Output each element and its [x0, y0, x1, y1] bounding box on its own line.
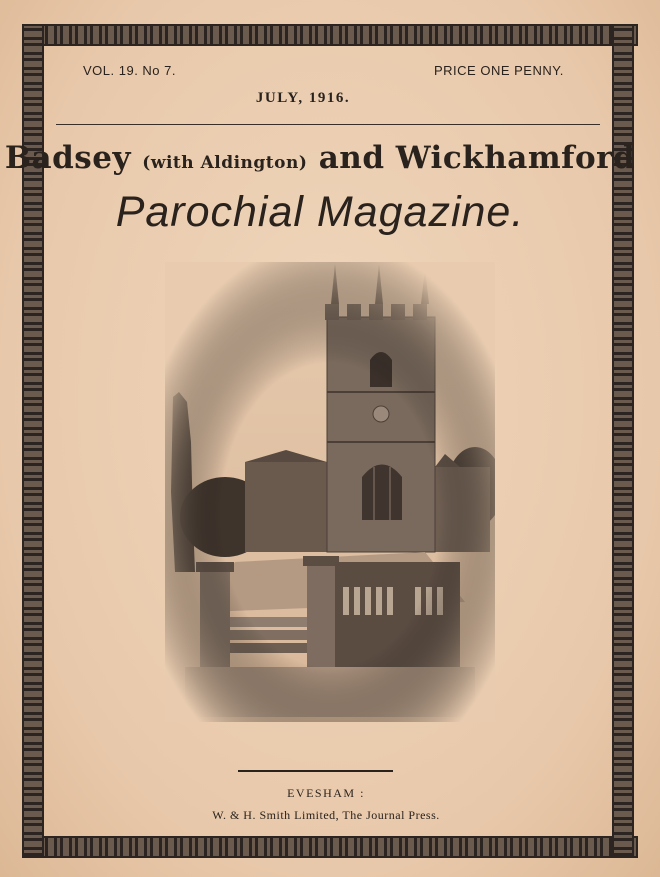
volume-number: VOL. 19. No 7.: [83, 63, 176, 78]
publication-place: EVESHAM :: [287, 786, 365, 800]
title-badsey: Badsey: [4, 140, 143, 176]
title-wickhamford: and Wickhamford: [307, 140, 636, 176]
title-aldington: (with Aldington): [142, 153, 308, 173]
header-divider: [56, 124, 600, 125]
issue-date: JULY, 1916.: [255, 90, 351, 106]
publisher-name: W. & H. Smith Limited, The Journal Press.: [212, 808, 440, 822]
footer-divider: [238, 770, 393, 772]
magazine-title-line2: Parochial Magazine.: [115, 188, 525, 236]
ornamental-border-top: [22, 24, 638, 46]
ornamental-border-bottom: [22, 836, 638, 858]
price-label: PRICE ONE PENNY.: [434, 63, 564, 78]
church-photograph: [165, 262, 495, 722]
magazine-title-line1: [0, 140, 640, 176]
